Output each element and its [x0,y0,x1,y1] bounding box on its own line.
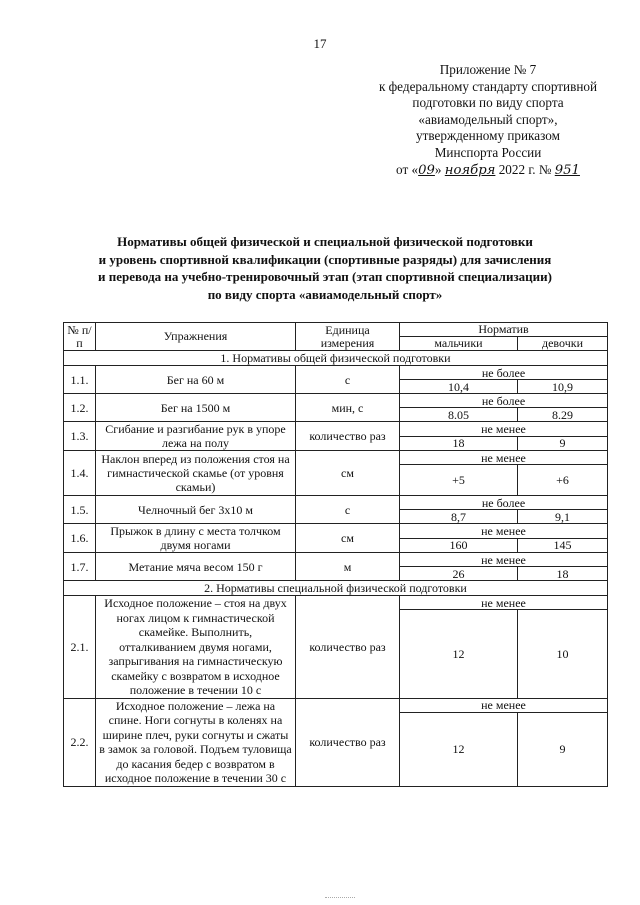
row-exercise: Исходное положение – лежа на спине. Ноги согнуты в коленях на ширине плеч, руки согнуты и сжаты в замок за головой. Подъем туловища до касания бедер с возвратом в исходное положение в течении 30 с [96,698,296,786]
table-row [64,451,608,465]
header-row [64,323,608,337]
row-condition: не менее [400,451,608,465]
date-mid: » [434,161,442,177]
row-num: 2.2. [64,698,96,786]
table-row [64,422,608,437]
appendix-line: к федеральному стандарту спортивной [378,78,598,94]
appendix-line: «авиамодельный спорт», [418,111,558,127]
title-line: и перевода на учебно-тренировочный этап (этап спортивной специализации) [98,269,552,284]
date-day: 09 [418,162,435,178]
row-unit: см [296,524,400,553]
row-num: 1.7. [64,553,96,581]
row-condition: не менее [400,422,608,437]
row-exercise: Сгибание и разгибание рук в упоре лежа на полу [96,422,296,451]
row-unit: с [296,496,400,524]
row-boys: 26 [400,567,518,581]
row-exercise: Метание мяча весом 150 г [96,553,296,581]
appendix-date-line [352,162,624,180]
table-row [64,698,608,712]
page-edge-mark [325,897,355,901]
section-title: 2. Нормативы специальной физической подготовки [64,581,608,596]
row-unit: с [296,366,400,394]
row-num: 1.6. [64,524,96,553]
appendix-line: Минспорта России [434,144,542,160]
title-line: и уровень спортивной квалификации (спортивные разряды) для зачисления [98,251,552,267]
row-condition: не более [400,366,608,380]
header-girls: девочки [518,337,608,351]
section-title: 1. Нормативы общей физической подготовки [64,351,608,366]
row-boys: 8,7 [400,510,518,524]
table-row [64,496,608,510]
appendix-line: утвержденному приказом [416,128,560,144]
row-girls: 9 [518,436,608,451]
header-norm: Норматив [400,323,608,337]
row-boys: 8.05 [400,408,518,422]
row-condition: не менее [400,553,608,567]
table-row [64,524,608,539]
header-exercise: Упражнения [96,323,296,351]
row-num: 2.1. [64,596,96,699]
row-boys: +5 [400,465,518,496]
row-condition: не менее [400,698,608,712]
row-girls: 10 [518,610,608,699]
row-girls: 9 [518,712,608,786]
row-unit: мин, с [296,394,400,422]
row-boys: 10,4 [400,380,518,394]
document-title [55,233,595,303]
row-exercise: Наклон вперед из положения стоя на гимнастической скамье (от уровня скамьи) [96,451,296,496]
header-unit: Единица измерения [296,323,400,351]
row-girls: 9,1 [518,510,608,524]
date-year: 2022 г. № [498,161,552,177]
title-line: по виду спорта «авиамодельный спорт» [207,286,443,302]
table-row [64,553,608,567]
section-row [64,581,608,596]
appendix-block [352,62,624,179]
row-condition: не более [400,394,608,408]
table-row [64,366,608,380]
norms-table [63,322,608,787]
row-num: 1.1. [64,366,96,394]
row-girls: +6 [518,465,608,496]
table-row [64,596,608,610]
row-unit: количество раз [296,698,400,786]
row-unit: см [296,451,400,496]
row-girls: 145 [518,538,608,553]
row-num: 1.5. [64,496,96,524]
row-num: 1.2. [64,394,96,422]
date-month: ноября [444,162,496,178]
row-boys: 12 [400,712,518,786]
row-condition: не менее [400,596,608,610]
row-unit: количество раз [296,422,400,451]
header-boys: мальчики [400,337,518,351]
row-unit: м [296,553,400,581]
row-boys: 18 [400,436,518,451]
section-row [64,351,608,366]
row-girls: 18 [518,567,608,581]
header-num: № п/п [64,323,96,351]
row-condition: не менее [400,524,608,539]
row-boys: 12 [400,610,518,699]
appendix-line: Приложение № 7 [439,62,537,77]
row-unit: количество раз [296,596,400,699]
row-exercise: Бег на 1500 м [96,394,296,422]
row-exercise: Прыжок в длину с места толчком двумя ногами [96,524,296,553]
row-num: 1.4. [64,451,96,496]
order-number: 951 [554,162,580,178]
row-girls: 8.29 [518,408,608,422]
row-boys: 160 [400,538,518,553]
title-line: Нормативы общей физической и специальной физической подготовки [117,234,533,249]
table-row [64,394,608,408]
row-num: 1.3. [64,422,96,451]
row-condition: не более [400,496,608,510]
appendix-line: подготовки по виду спорта [412,95,564,111]
row-exercise: Бег на 60 м [96,366,296,394]
row-exercise: Челночный бег 3x10 м [96,496,296,524]
page-number: 17 [313,36,327,51]
row-girls: 10,9 [518,380,608,394]
row-exercise: Исходное положение – стоя на двух ногах лицом к гимнастической скамейке. Выполнить, отталкиванием двумя ногами, запрыгивания на гимнастическую скамейку с возвратом в исходное положение в течении 10 с [96,596,296,699]
date-prefix: от « [396,161,419,177]
